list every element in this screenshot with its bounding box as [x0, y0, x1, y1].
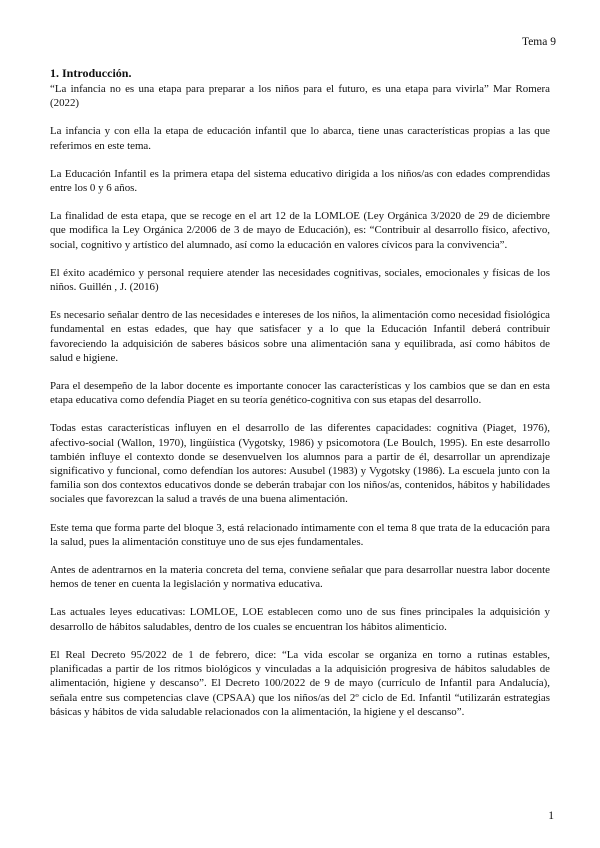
paragraph: Es necesario señalar dentro de las necesidades e intereses de los niños, la alimentación como necesidad fisiológica fundamental en estas edades, que hay que satisfacer y a lo que la Educación Infantil deberá contribuir favoreciendo la adquisición de saberes básicos sobre una alimentación sana y equilibrada, así como hábitos de salud e higiene. — [50, 309, 550, 364]
epigraph-quote: “La infancia no es una etapa para preparar a los niños para el futuro, es una etapa para vivirla” Mar Romera (2022) — [50, 83, 550, 110]
section-title: 1. Introducción. — [50, 66, 132, 80]
paragraph: La infancia y con ella la etapa de educación infantil que lo abarca, tiene unas características propias a las que referimos en este tema. — [50, 125, 550, 152]
page-number: 1 — [548, 810, 554, 822]
paragraph: Antes de adentrarnos en la materia concreta del tema, conviene señalar que para desarrollar nuestra labor docente hemos de tener en cuenta la legislación y normativa educativa. — [50, 564, 550, 591]
page-body — [50, 66, 550, 733]
paragraph: El éxito académico y personal requiere atender las necesidades cognitivas, sociales, emocionales y físicas de los niños. Guillén , J. (2016) — [50, 266, 550, 294]
paragraph: La finalidad de esta etapa, que se recoge en el art 12 de la LOMLOE (Ley Orgánica 3/2020 de 29 de diciembre que modifica la Ley Orgánica 2/2006 de 3 de mayo de Educación), es: “Contribuir al desarrollo físico, afectivo, social, cognitivo y artístico del alumnado, así como la educación en valores cívicos para la convivencia”. — [50, 210, 550, 251]
running-header: Tema 9 — [521, 36, 556, 48]
paragraph: La Educación Infantil es la primera etapa del sistema educativo dirigida a los niños/as con edades comprendidas entre los 0 y 6 años. — [50, 167, 550, 195]
paragraph: Para el desempeño de la labor docente es importante conocer las características y los cambios que se dan en esta etapa educativa como defendía Piaget en su teoría genético-cognitiva con sus etapas del desarrollo. — [50, 380, 550, 407]
paragraph: Las actuales leyes educativas: LOMLOE, LOE establecen como uno de sus fines principales la adquisición y desarrollo de hábitos saludables, dentro de los cuales se encuentran los hábitos alimenticio. — [50, 606, 550, 633]
paragraph: El Real Decreto 95/2022 de 1 de febrero, dice: “La vida escolar se organiza en torno a rutinas estables, planificadas a partir de los ritmos biológicos y vinculadas a la adquisición progresiva de hábitos saludables de alimentación, higiene y descanso”. El Decreto 100/2022 de 9 de mayo (currículo de Infantil para Andalucía), señala entre sus competencias clave (CPSAA) que los niños/as del 2º ciclo de Ed. Infantil “utilizarán estrategias básicas y hábitos de vida saludable relacionados con la alimentación, la higiene y el descanso”. — [50, 648, 550, 718]
paragraph: Este tema que forma parte del bloque 3, está relacionado íntimamente con el tema 8 que trata de la educación para la salud, pues la alimentación constituye uno de sus ejes fundamentales. — [50, 521, 550, 548]
paragraph: Todas estas características influyen en el desarrollo de las diferentes capacidades: cognitiva (Piaget, 1976), afectivo-social (Wallon, 1970), lingüística (Vygotsky, 1986) y psicomotora (Le Boulch, 1995). En este desarrollo también influye el contexto donde se desenvuelven los alumnos para a partir de él, desarrollar un aprendizaje significativo y funcional, como defendían los autores: Ausubel (1983) y Vygotsky (1986). La escuela junto con la familia son dos contextos educativos donde se deberán trabajar con los niños/as, contenidos, hábitos y habilidades sociales que favorezcan la salud a través de una buena alimentación. — [50, 422, 550, 506]
